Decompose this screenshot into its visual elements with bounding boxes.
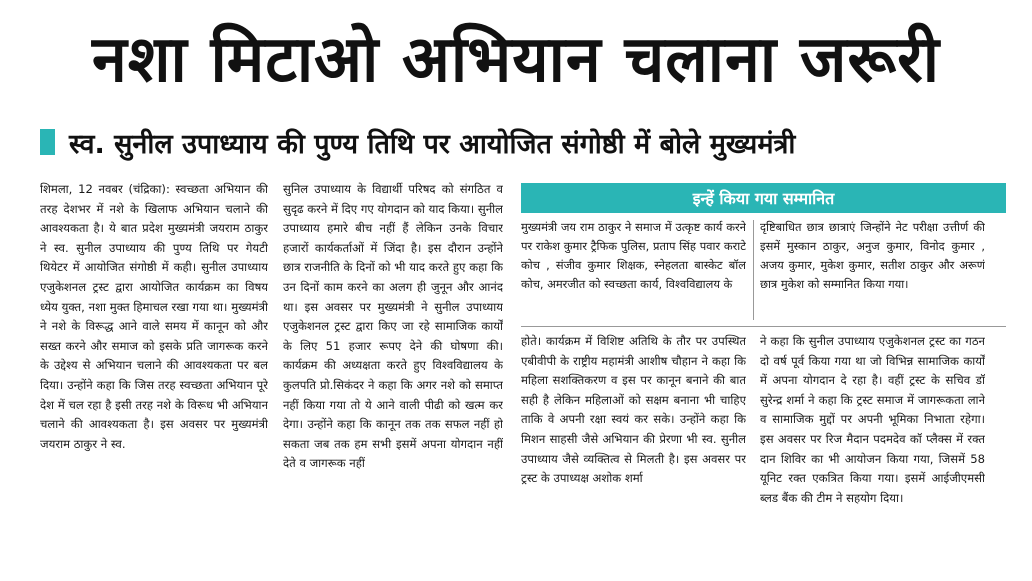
honored-box-title: इन्हें किया गया सम्मानित bbox=[521, 183, 1006, 213]
article-column-1: शिमला, 12 नवबर (चंद्रिका): स्वच्छता अभियान की तरह देशभर में नशे के खिलाफ अभियान चलाने की आवश्यकता है। ये बात प्रदेश मुख्यमंत्री जयराम ठाकुर ने स्व. सुनील उपाध्याय की पुण्य तिथि पर गेयटी थियेटर में आयोजित संगोष्ठी में कही। सुनील उपाध्याय एजुकेशनल ट्रस्ट द्वारा आयोजित कार्यक्रम का विषय ध्येय युक्त, नशा मुक्त हिमाचल रखा गया था। मुख्यमंत्री ने नशे के विरूद्ध आने वाले समय में कानून को और सख्त करने और समाज को इसके प्रति जागरूक करने के उद्देश्य से अभियान चलाने की आवश्यकता पर बल दिया। उन्होंने कहा कि जिस तरह स्वच्छता अभियान पूरे देश में चल रहा है इसी तरह नशे के विरूध भी अभियान चलाने की आवश्यकता है। इस अवसर पर मुख्यमंत्री जयराम ठाकुर ने स्व. bbox=[40, 182, 268, 451]
subheadline-text: स्व. सुनील उपाध्याय की पुण्य तिथि पर आयोजित संगोष्ठी में बोले मुख्यमंत्री bbox=[69, 128, 796, 160]
subhead-marker bbox=[40, 129, 55, 155]
article-column-4: ने कहा कि सुनील उपाध्याय एजुकेशनल ट्रस्ट का गठन दो वर्ष पूर्व किया गया था जो विभिन्न सामाजिक कार्यों में अपना योगदान दे रहा है। वहीं ट्रस्ट के सचिव डॉ सुरेन्द्र शर्मा ने कहा कि ट्रस्ट समाज में जागरूकता लाने व सामाजिक मुद्दों पर अपनी भूमिका निभाता रहेगा। इस अवसर पर रिज मैदान पदमदेव कॉ प्लैक्स में रक्त दान शिविर का भी आयोजन किया गया, जिसमें 58 यूनिट रक्त एकत्रित किया गया। इसमें आईजीएमसी ब्लड बैंक की टीम ने सहयोग दिया। bbox=[760, 334, 985, 505]
headline: नशा मिटाओ अभियान चलाना जरूरी bbox=[92, 23, 940, 97]
honored-box-bottom-rule bbox=[521, 326, 1006, 327]
honored-box-divider bbox=[753, 220, 754, 320]
article-column-2: सुनिल उपाध्याय के विद्यार्थी परिषद को संगठित व सुदृढ करने में दिए गए योगदान को याद किया। सुनील उपाध्याय हमारे बीच नहीं हैं लेकिन उनके विचार हजारों कार्यकर्ताओं में जिंदा है। इस दौरान उन्होंने छात्र राजनीति के दिनों को भी याद करते हुए कहा कि उन दिनों काम करने का अलग ही जुनून और आनंद था। इस अवसर पर मुख्यमंत्री ने सुनील उपाध्याय एजुकेशनल ट्रस्ट द्वारा किए जा रहे सामाजिक कार्यों के लिए 51 हजार रूपए देने की घोषणा की। कार्यक्रम की अध्यक्षता करते हुए विश्वविद्यालय के कुलपति प्रो.सिकंदर ने कहा कि अगर नशे को समाप्त नहीं किया गया तो ये आने वाली पीढी को खत्म कर देगा। उन्होंने कहा कि कानून तक तक सफल नहीं हो सकता जब तक हम सभी इसमें अपना योगदान नहीं देते व जागरूक नहीं bbox=[283, 182, 503, 471]
article-column-3: होते। कार्यक्रम में विशिष्ट अतिथि के तौर पर उपस्थित एबीवीपी के राष्ट्रीय महामंत्री आशीष चौहान ने कहा कि महिला सशक्तिकरण व इस पर कानून बनाने की बात सही है लेकिन महिलाओं को सक्षम बनाना भी चाहिए ताकि वे अपनी रक्षा स्वयं कर सके। उन्होंने कहा कि मिशन साहसी जैसे अभियान की प्रेरणा भी स्व. सुनील उपाध्याय जैसे व्यक्तित्व से मिलती है। इस अवसर पर ट्रस्ट के उपाध्यक्ष अशोक शर्मा bbox=[521, 334, 746, 486]
honored-box-column-2: दृष्टिबाधित छात्र छात्राएं जिन्होंने नेट परीक्षा उत्तीर्ण की इसमें मुस्कान ठाकुर, अनुज कुमार, विनोद कुमार , अजय कुमार, मुकेश कुमार, सतीश ठाकुर और अरूणं छात्र मुकेश को सम्मानित किया गया। bbox=[760, 220, 985, 291]
honored-box-column-1: मुख्यमंत्री जय राम ठाकुर ने समाज में उत्कृष्ट कार्य करने पर राकेश कुमार ट्रैफिक पुलिस, प्रताप सिंह पवार कराटे कोच , संजीव कुमार शिक्षक, स्नेहलता बास्केट बॉल कोच, अमरजीत को स्वच्छता कार्य, विश्वविद्यालय के bbox=[521, 220, 746, 291]
subheadline bbox=[40, 120, 1000, 164]
